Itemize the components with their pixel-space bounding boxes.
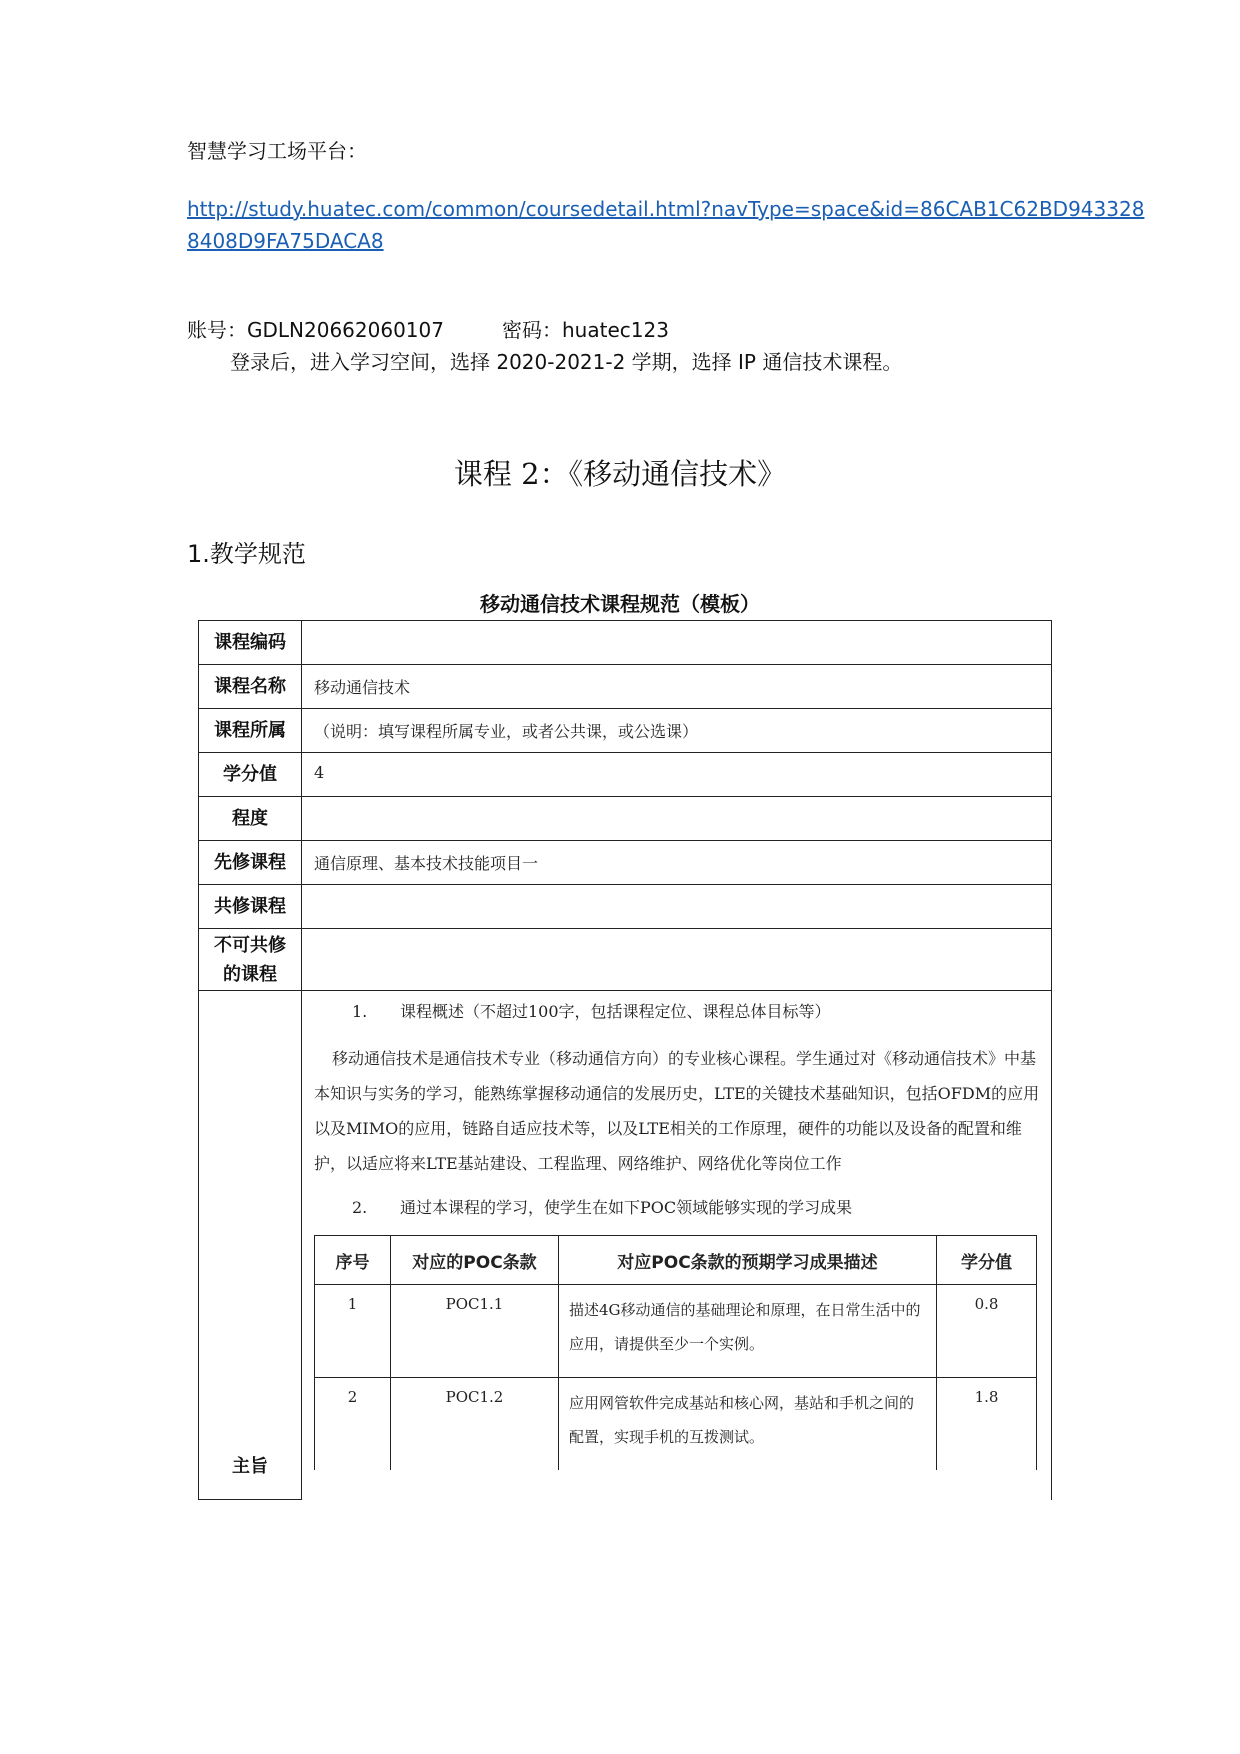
spec-value [302,885,1052,929]
spec-label: 课程编码 [199,621,302,665]
outcome-credit: 0.8 [937,1285,1037,1378]
outcome-credit: 1.8 [937,1378,1037,1471]
account-text: 账号：GDLN20662060107 [187,318,444,342]
spec-row [199,885,1052,929]
course-spec-table [198,620,1052,1500]
header-cell: 对应的POC条款 [391,1236,559,1285]
course-title: 课程 2：《移动通信技术》 [453,457,787,491]
spec-row [199,929,1052,991]
outcome-desc: 应用网管软件完成基站和核心网，基站和手机之间的配置，实现手机的互拨测试。 [559,1378,937,1471]
spec-row [199,841,1052,885]
overview-heading [314,999,1041,1025]
spec-row [199,709,1052,753]
course-link-line2[interactable]: 8408D9FA75DACA8 [187,229,384,253]
header-cell: 学分值 [937,1236,1037,1285]
outcome-row [315,1285,1037,1378]
spec-row [199,621,1052,665]
header-cell: 对应POC条款的预期学习成果描述 [559,1236,937,1285]
outcome-poc: POC1.1 [391,1285,559,1378]
spec-label: 不可共修的课程 [199,929,302,991]
outcome-desc: 描述4G移动通信的基础理论和原理，在日常生活中的应用，请提供至少一个实例。 [559,1285,937,1378]
outcome-no: 1 [315,1285,391,1378]
spec-value [302,621,1052,665]
outcome-no: 2 [315,1378,391,1471]
outcome-row [315,1378,1037,1471]
overview-paragraph: 移动通信技术是通信技术专业（移动通信方向）的专业核心课程。学生通过对《移动通信技术》中基本知识与实务的学习，能熟练掌握移动通信的发展历史，LTE的关键技术基础知识，包括OFDM的应用以及MIMO的应用，链路自适应技术等，以及LTE相关的工作原理，硬件的功能以及设备的配置和维护，以适应将来LTE基站建设、工程监理、网络维护、网络优化等岗位工作 [314,1049,1040,1173]
password-text: 密码：huatec123 [502,318,669,342]
spec-value: 通信原理、基本技术技能项目一 [302,841,1052,885]
login-instructions: 登录后，进入学习空间，选择 2020-2021-2 学期，选择 IP 通信技术课程。 [230,350,903,374]
item-number: 2. [352,1198,368,1217]
section-title: 1.教学规范 [187,540,306,568]
main-cell [302,991,1052,1500]
course-link-line1[interactable]: http://study.huatec.com/common/coursedetail.html?navType=space&id=86CAB1C62BD943328 [187,197,1145,221]
table-title: 移动通信技术课程规范（模板） [480,592,760,616]
spec-row [199,797,1052,841]
spec-row [199,753,1052,797]
outcomes-heading [314,1195,1041,1221]
spec-row-main [199,991,1052,1500]
spec-label: 程度 [199,797,302,841]
spec-label: 课程所属 [199,709,302,753]
spec-label: 课程名称 [199,665,302,709]
main-label: 主旨 [199,991,302,1500]
spec-label: 共修课程 [199,885,302,929]
item-number: 1. [352,1002,368,1021]
spec-value: 4 [302,753,1052,797]
spec-value [302,929,1052,991]
course-link[interactable] [187,193,1144,257]
spec-label: 先修课程 [199,841,302,885]
spec-value: 移动通信技术 [302,665,1052,709]
spec-value: （说明：填写课程所属专业，或者公共课，或公选课） [302,709,1052,753]
item-text: 课程概述（不超过100字，包括课程定位、课程总体目标等） [400,1002,831,1021]
outcome-poc: POC1.2 [391,1378,559,1471]
spec-row [199,665,1052,709]
item-text: 通过本课程的学习，使学生在如下POC领域能够实现的学习成果 [400,1198,853,1217]
platform-label: 智慧学习工场平台： [187,139,367,163]
spec-label: 学分值 [199,753,302,797]
outcomes-header-row [315,1236,1037,1285]
header-cell: 序号 [315,1236,391,1285]
spec-value [302,797,1052,841]
outcomes-table [314,1235,1037,1470]
main-body [302,999,1051,1470]
